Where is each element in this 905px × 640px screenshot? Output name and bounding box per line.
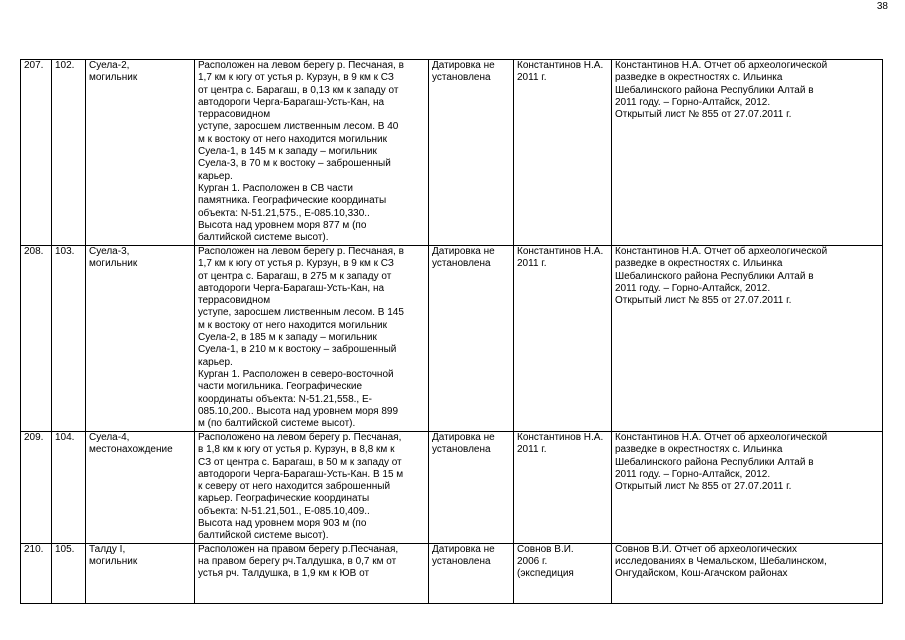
- cell-location-line: координаты объекта: N-51.21,558., E-: [198, 393, 372, 405]
- cell-site-name-line: могильник: [89, 555, 138, 567]
- cell-site-name-line: Суела-4,: [89, 432, 130, 443]
- cell-location-line: м к востоку от него находится могильник: [198, 133, 388, 145]
- cell-location-line: Суела-1, в 210 м к востоку – заброшенный: [198, 344, 397, 356]
- cell-source-line: Константинов Н.А. Отчет об археологической: [615, 60, 828, 71]
- cell-source-line: 2011 году. – Горно-Алтайск, 2012.: [615, 282, 771, 294]
- cell-location-line: части могильника. Географические: [198, 381, 362, 393]
- cell-source-line: разведке в окрестностях с. Ильинка: [615, 258, 783, 270]
- cell-site-name-line: местонахождение: [89, 444, 173, 456]
- cell-source-line: разведке в окрестностях с. Ильинка: [615, 72, 783, 84]
- cell-author-line: 2011 г.: [517, 444, 547, 456]
- cell-local-number: 104.: [52, 432, 86, 544]
- registry-body: [21, 60, 883, 604]
- cell-global-number: 210.: [21, 543, 52, 603]
- cell-location-line: автодороги Черга-Барагаш-Усть-Кан. В 15 м: [198, 468, 404, 480]
- cell-location-line: объекта: N-51.21,575., E-085.10,330..: [198, 207, 370, 219]
- registry-table: [20, 59, 883, 604]
- cell-source: [612, 543, 883, 603]
- cell-site-name-line: могильник: [89, 72, 138, 84]
- cell-location-line: террасовидном: [198, 109, 271, 121]
- cell-author: [514, 60, 612, 246]
- cell-global-number: 209.: [21, 432, 52, 544]
- cell-location-line: 085.10,200.. Высота над уровнем моря 899: [198, 405, 399, 417]
- cell-dating-line: установлена: [432, 72, 491, 84]
- cell-location-line: Суела-3, в 70 м к востоку – заброшенный: [198, 158, 391, 170]
- cell-location: [195, 246, 429, 432]
- cell-dating-line: установлена: [432, 444, 491, 456]
- cell-source-line: Онгудайском, Кош-Агачском районах: [615, 568, 788, 580]
- cell-location-line: памятника. Географические координаты: [198, 195, 387, 207]
- cell-author-line: Константинов Н.А.: [517, 246, 604, 257]
- table-row: [21, 432, 883, 544]
- table-row: [21, 543, 883, 603]
- cell-dating-line: Датировка не: [432, 246, 495, 257]
- cell-location-line: Суела-1, в 145 м к западу – могильник: [198, 146, 377, 158]
- cell-location-line: уступе, заросшем лиственным лесом. В 145: [198, 307, 404, 319]
- cell-source-line: разведке в окрестностях с. Ильинка: [615, 444, 783, 456]
- cell-source-line: Шебалинского района Республики Алтай в: [615, 84, 814, 96]
- cell-dating-line: установлена: [432, 555, 491, 567]
- cell-location-line: от центра с. Барагаш, в 0,13 км к западу от: [198, 84, 399, 96]
- cell-location-line: террасовидном: [198, 295, 271, 307]
- cell-dating: [429, 432, 514, 544]
- cell-site-name: [86, 60, 195, 246]
- cell-site-name: [86, 432, 195, 544]
- cell-location-line: балтийской системе высот).: [198, 530, 329, 542]
- cell-local-number: 105.: [52, 543, 86, 603]
- cell-author-line: Константинов Н.А.: [517, 60, 604, 71]
- cell-location-line: Курган 1. Расположен в северо-восточной: [198, 368, 394, 380]
- cell-location-line: м (по балтийской системе высот).: [198, 418, 356, 430]
- cell-source: [612, 60, 883, 246]
- cell-location-line: Расположен на левом берегу р. Песчаная, в: [198, 246, 404, 257]
- cell-author-line: Сoвнов В.И.: [517, 543, 574, 555]
- table-row: [21, 60, 883, 246]
- cell-author-line: 2011 г.: [517, 72, 547, 84]
- cell-site-name-line: Суела-2,: [89, 60, 130, 71]
- cell-location-line: к северу от него находится заброшенный: [198, 481, 391, 493]
- table-row: [21, 246, 883, 432]
- cell-author-line: (экспедиция: [517, 568, 574, 580]
- cell-location-line: Расположен на правом берегу р.Песчаная,: [198, 543, 399, 555]
- cell-location-line: Высота над уровнем моря 877 м (по: [198, 219, 367, 231]
- cell-site-name-line: Суела-3,: [89, 246, 130, 257]
- cell-source-line: Открытый лист № 855 от 27.07.2011 г.: [615, 481, 792, 493]
- cell-source-line: 2011 году. – Горно-Алтайск, 2012.: [615, 96, 771, 108]
- cell-global-number: 207.: [21, 60, 52, 246]
- cell-site-name-line: могильник: [89, 258, 138, 270]
- cell-dating-line: Датировка не: [432, 432, 495, 443]
- cell-location-line: автодороги Черга-Барагаш-Усть-Кан, на: [198, 282, 385, 294]
- cell-location-line: 1,7 км к югу от устья р. Курзун, в 9 км к СЗ: [198, 72, 394, 84]
- cell-location-line: автодороги Черга-Барагаш-Усть-Кан, на: [198, 96, 385, 108]
- cell-location-line: от центра с. Барагаш, в 275 м к западу от: [198, 270, 392, 282]
- cell-source: [612, 432, 883, 544]
- cell-source: [612, 246, 883, 432]
- cell-location-line: на правом берегу рч.Талдушка, в 0,7 км от: [198, 555, 397, 567]
- cell-location-line: карьер.: [198, 170, 233, 182]
- cell-local-number: 103.: [52, 246, 86, 432]
- cell-location-line: Курган 1. Расположен в СВ части: [198, 182, 353, 194]
- cell-source-line: 2011 году. – Горно-Алтайск, 2012.: [615, 468, 771, 480]
- cell-location-line: карьер. Географические координаты: [198, 493, 370, 505]
- cell-location-line: Расположено на левом берегу р. Песчаная,: [198, 432, 402, 443]
- cell-site-name-line: Талду I,: [89, 543, 126, 555]
- cell-location: [195, 543, 429, 603]
- cell-source-line: Константинов Н.А. Отчет об археологической: [615, 432, 828, 443]
- cell-location: [195, 432, 429, 544]
- cell-author-line: Константинов Н.А.: [517, 432, 604, 443]
- cell-location-line: в 1,8 км к югу от устья р. Курзун, в 8,8 км к: [198, 444, 395, 456]
- cell-location-line: Высота над уровнем моря 903 м (по: [198, 518, 367, 530]
- cell-dating: [429, 246, 514, 432]
- cell-dating: [429, 60, 514, 246]
- cell-source-line: Сoвнов В.И. Отчет об археологических: [615, 543, 797, 555]
- cell-author: [514, 543, 612, 603]
- cell-local-number: 102.: [52, 60, 86, 246]
- cell-author-line: 2011 г.: [517, 258, 547, 270]
- cell-author: [514, 246, 612, 432]
- cell-dating-line: установлена: [432, 258, 491, 270]
- cell-source-line: Константинов Н.А. Отчет об археологической: [615, 246, 828, 257]
- cell-author-line: 2006 г.: [517, 555, 548, 567]
- cell-location-line: объекта: N-51.21,501., E-085.10,409..: [198, 505, 370, 517]
- cell-author: [514, 432, 612, 544]
- cell-site-name: [86, 246, 195, 432]
- cell-global-number: 208.: [21, 246, 52, 432]
- cell-source-line: исследованиях в Чемальском, Шебалинском,: [615, 555, 827, 567]
- cell-location-line: балтийской системе высот).: [198, 232, 329, 244]
- cell-location-line: 1,7 км к югу от устья р. Курзун, в 9 км к СЗ: [198, 258, 394, 270]
- cell-location-line: уступе, заросшем лиственным лесом. В 40: [198, 121, 399, 133]
- cell-source-line: Открытый лист № 855 от 27.07.2011 г.: [615, 295, 792, 307]
- cell-source-line: Шебалинского района Республики Алтай в: [615, 456, 814, 468]
- cell-location-line: карьер.: [198, 356, 233, 368]
- cell-location-line: Суела-2, в 185 м к западу – могильник: [198, 332, 377, 344]
- cell-dating: [429, 543, 514, 603]
- cell-location-line: СЗ от центра с. Барагаш, в 50 м к западу от: [198, 456, 402, 468]
- cell-dating-line: Датировка не: [432, 60, 495, 71]
- cell-source-line: Открытый лист № 855 от 27.07.2011 г.: [615, 109, 792, 121]
- cell-location-line: устья рч. Талдушка, в 1,9 км к ЮВ от: [198, 568, 370, 580]
- cell-location-line: Расположен на левом берегу р. Песчаная, в: [198, 60, 404, 71]
- cell-location: [195, 60, 429, 246]
- cell-site-name: [86, 543, 195, 603]
- cell-dating-line: Датировка не: [432, 543, 495, 555]
- cell-location-line: м к востоку от него находится могильник: [198, 319, 388, 331]
- cell-source-line: Шебалинского района Республики Алтай в: [615, 270, 814, 282]
- page-number: 38: [876, 1, 888, 12]
